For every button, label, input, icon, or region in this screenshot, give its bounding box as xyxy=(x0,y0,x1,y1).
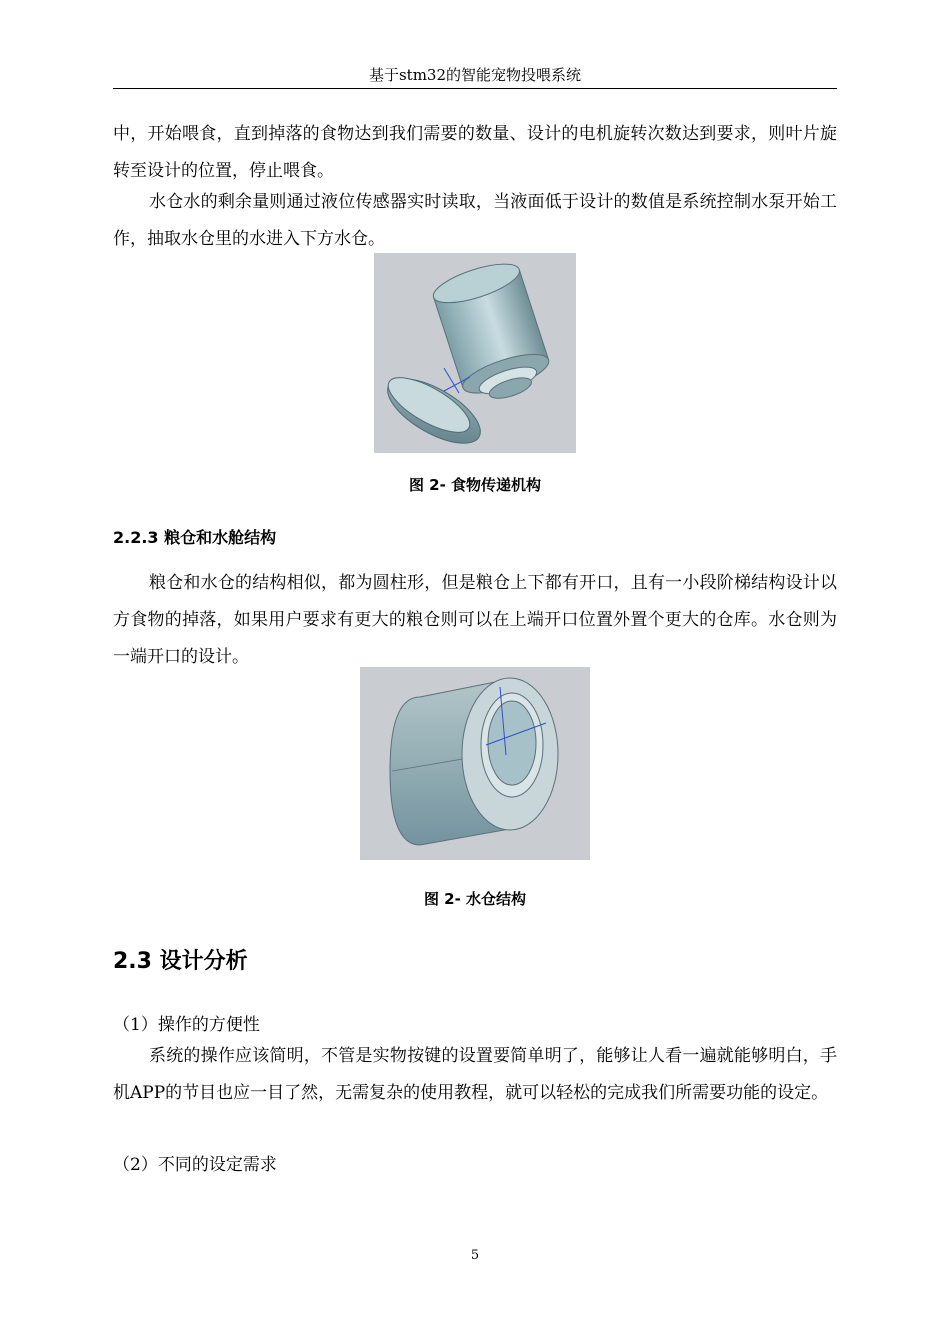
paragraph-operation: 系统的操作应该简明，不管是实物按键的设置要简单明了，能够让人看一遍就能够明白，手机APP的节目也应一目了然，无需复杂的使用教程，就可以轻松的完成我们所需要功能的设定。 xyxy=(113,1046,837,1103)
heading-2-2-3: 2.2.3 粮仓和水舱结构 xyxy=(113,528,277,547)
food-transfer-render xyxy=(374,253,576,453)
page-number: 5 xyxy=(470,1248,480,1263)
header-rule xyxy=(113,88,837,89)
running-header: 基于stm32的智能宠物投喂系统 xyxy=(368,66,582,84)
figure-water-bin-structure xyxy=(360,667,590,860)
paragraph-feeding: 中，开始喂食，直到掉落的食物达到我们需要的数量、设计的电机旋转次数达到要求，则叶片旋转至设计的位置，停止喂食。 xyxy=(113,124,837,181)
water-bin-render xyxy=(360,667,590,860)
figure-caption-water-bin: 图 2- 水仓结构 xyxy=(423,890,527,908)
figure-food-transfer-mechanism xyxy=(374,253,576,453)
list-item-convenience: （1）操作的方便性 xyxy=(113,1015,260,1035)
paragraph-bin-structure: 粮仓和水仓的结构相似，都为圆柱形，但是粮仓上下都有开口，且有一小段阶梯结构设计以方食物的掉落，如果用户要求有更大的粮仓则可以在上端开口位置外置个更大的仓库。水仓则为一端开口的设计。 xyxy=(113,573,837,667)
list-item-settings: （2）不同的设定需求 xyxy=(113,1155,277,1175)
heading-2-3: 2.3 设计分析 xyxy=(113,949,248,974)
paragraph-water-level: 水仓水的剩余量则通过液位传感器实时读取，当液面低于设计的数值是系统控制水泵开始工作，抽取水仓里的水进入下方水仓。 xyxy=(113,192,837,249)
figure-caption-food-transfer: 图 2- 食物传递机构 xyxy=(408,476,542,494)
